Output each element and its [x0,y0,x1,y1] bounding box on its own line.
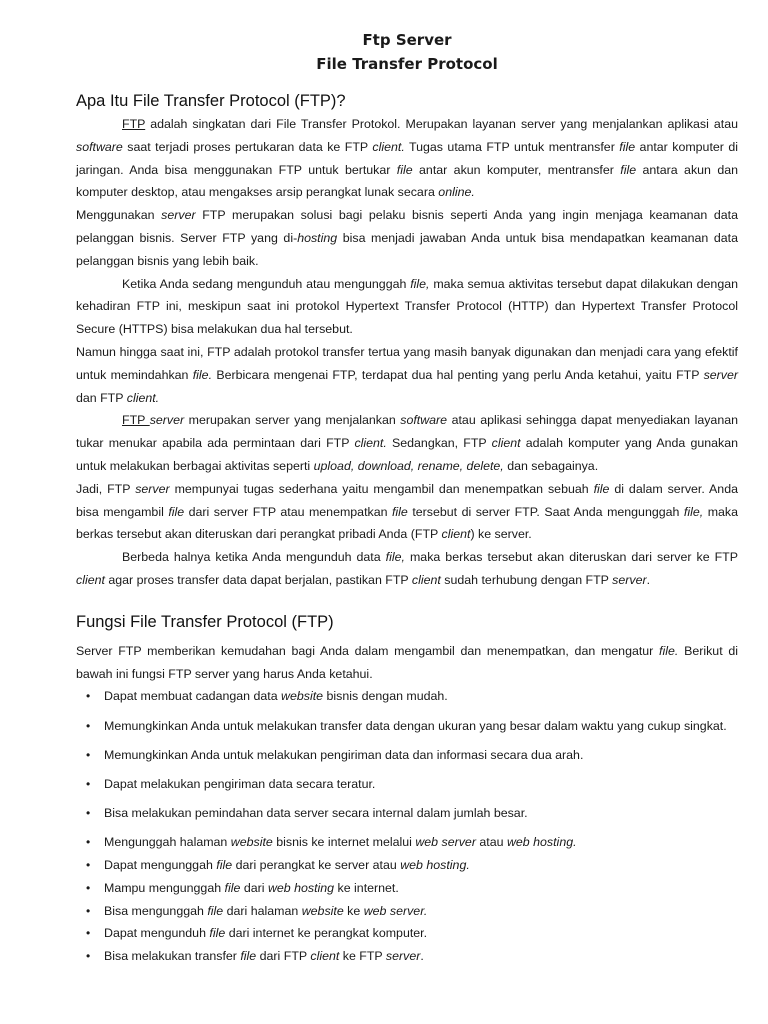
paragraph-1: FTP adalah singkatan dari File Transfer Protokol. Merupakan layanan server yang menjalankan aplikasi atau software saat terjadi proses pertukaran data ke FTP client. Tugas utama FTP untuk mentransfer file antar komputer di jaringan. Anda bisa menggunakan FTP untuk bertukar file antar akun komputer, mentransfer file antara akun dan komputer desktop, atau mengakses arsip perangkat lunak secara online. [76,117,738,200]
paragraph-5: FTP server merupakan server yang menjalankan software atau aplikasi sehingga dapat menyediakan layanan tukar menukar apabila ada permintaan dari FTP client. Sedangkan, FTP client adalah komputer yang Anda gunakan untuk melakukan berbagai aktivitas seperti upload, download, rename, delete, dan sebagainya. [76,413,738,473]
paragraph-4: Namun hingga saat ini, FTP adalah protokol transfer tertua yang masih banyak digunakan dan menjadi cara yang efektif untuk memindahkan file. Berbicara mengenai FTP, terdapat dua hal penting yang perlu Anda ketahui, yaitu FTP server dan FTP client. [76,344,739,405]
list-item: • Bisa melakukan pemindahan data server secara internal dalam jumlah besar. [76,802,738,825]
list-item: • Bisa melakukan transfer file dari FTP client ke FTP server. [76,945,738,968]
document-title [76,28,738,76]
function-list-2 [76,831,738,968]
section-1-heading: Apa Itu File Transfer Protocol (FTP)? [76,92,346,110]
paragraph-2: Menggunakan server FTP merupakan solusi bagi pelaku bisnis seperti Anda yang ingin menjaga keamanan data pelanggan bisnis. Server FTP yang di-hosting bisa menjadi jawaban Anda untuk bisa mendapatkan keamanan data pelanggan bisnis yang lebih baik. [76,208,738,268]
title-line-1: Ftp Server [362,31,452,49]
list-item: • Dapat mengunduh file dari internet ke perangkat komputer. [76,922,738,945]
list-item: • Memungkinkan Anda untuk melakukan transfer data dengan ukuran yang besar dalam waktu yang cukup singkat. [76,715,738,738]
list-item: • Bisa mengunggah file dari halaman website ke web server. [76,900,738,923]
list-item: • Dapat mengunggah file dari perangkat ke server atau web hosting. [76,854,738,877]
list-item: • Memungkinkan Anda untuk melakukan pengiriman data dan informasi secara dua arah. [76,744,738,767]
list-item: • Mampu mengunggah file dari web hosting ke internet. [76,877,738,900]
section-2-intro: Server FTP memberikan kemudahan bagi Anda dalam mengambil dan menempatkan, dan mengatur file. Berikut di bawah ini fungsi FTP server yang harus Anda ketahui. [76,643,739,681]
list-item: • Mengunggah halaman website bisnis ke internet melalui web server atau web hosting. [76,831,738,854]
list-item: • Dapat membuat cadangan data website bisnis dengan mudah. [76,685,738,708]
title-line-2: File Transfer Protocol [316,55,498,73]
function-list-1 [76,685,738,825]
paragraph-6: Jadi, FTP server mempunyai tugas sederhana yaitu mengambil dan menempatkan sebuah file di dalam server. Anda bisa mengambil file dari server FTP atau menempatkan file tersebut di server FTP. Saat Anda mengunggah file, maka berkas tersebut akan diteruskan dari perangkat pribadi Anda (FTP client) ke server. [76,481,738,542]
document-page [76,28,738,968]
list-item: • Dapat melakukan pengiriman data secara teratur. [76,773,738,796]
section-2-heading: Fungsi File Transfer Protocol (FTP) [76,612,334,631]
paragraph-7: Berbeda halnya ketika Anda mengunduh data file, maka berkas tersebut akan diteruskan dari server ke FTP client agar proses transfer data dapat berjalan, pastikan FTP client sudah terhubung dengan FTP server. [76,550,739,587]
paragraph-3: Ketika Anda sedang mengunduh atau mengunggah file, maka semua aktivitas tersebut dapat dilakukan dengan kehadiran FTP ini, meskipun saat ini protokol Hypertext Transfer Protocol (HTTP) dan Hypertext Transfer Protocol Secure (HTTPS) bisa melakukan dua hal tersebut. [76,276,738,337]
